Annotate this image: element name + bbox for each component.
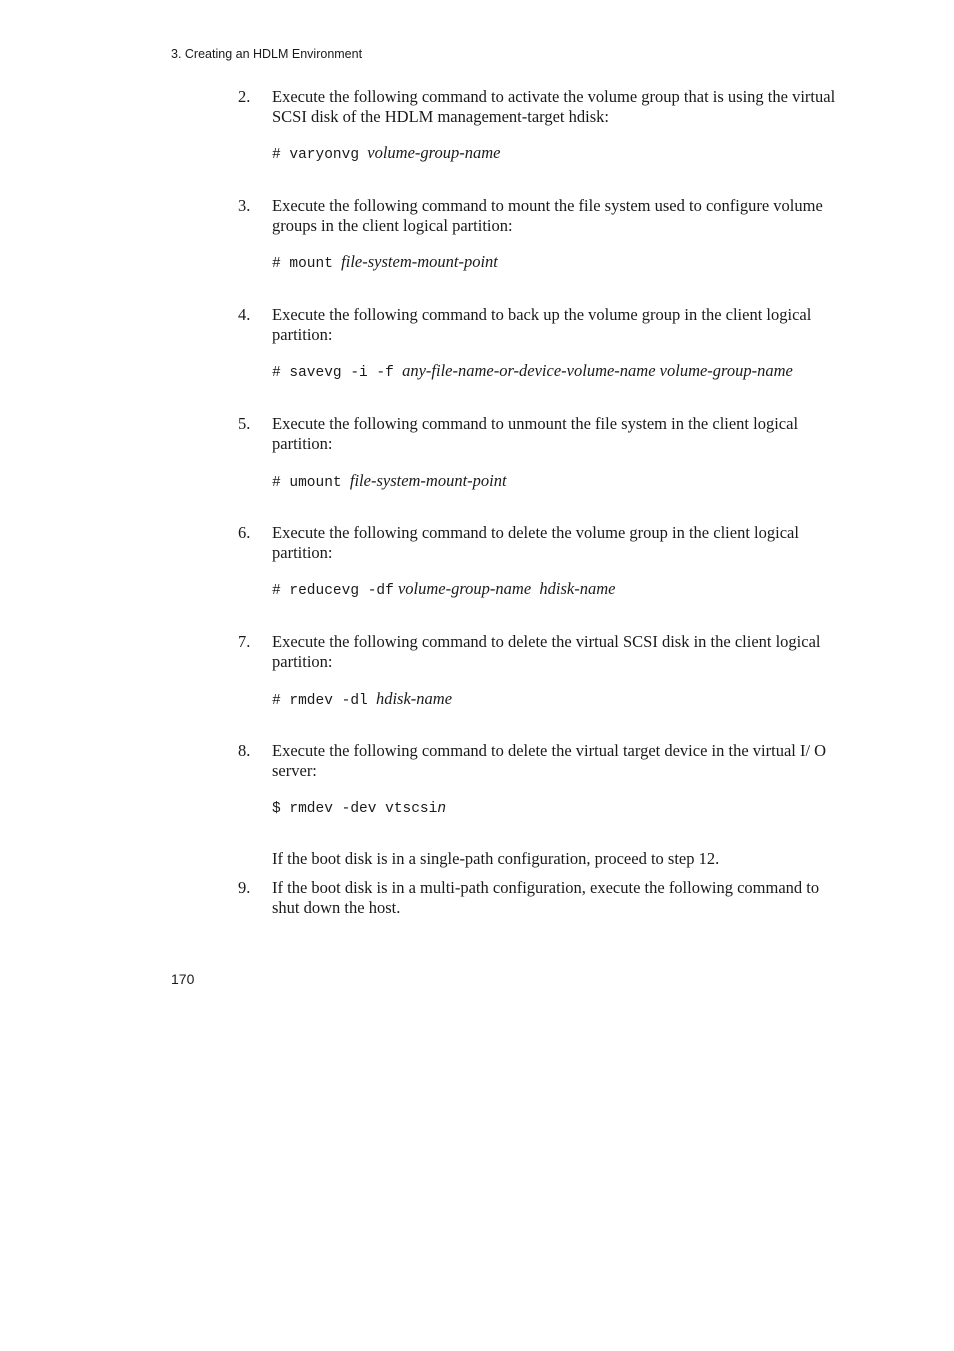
step-number: 3. (238, 196, 251, 215)
command-args: hdisk-name (375, 689, 453, 708)
command-line (272, 797, 446, 819)
step-number: 8. (238, 741, 251, 760)
command-prefix: # mount (272, 256, 333, 272)
command-prefix: $ rmdev -dev vtscsi (272, 801, 438, 817)
page-number: 170 (171, 971, 195, 987)
command-line (272, 361, 793, 383)
command-prefix: # reducevg -df (272, 583, 394, 599)
step-number: 6. (238, 523, 251, 542)
step-number: 7. (238, 632, 251, 651)
step-text: Execute the following command to mount the file system used to configure volume groups in the client logical partition: (272, 196, 823, 235)
command-args: volume-group-name hdisk-name (397, 579, 616, 598)
step-text: Execute the following command to delete the virtual target device in the virtual I/ O server: (272, 741, 827, 780)
command-line (272, 143, 500, 165)
command-prefix: # umount (272, 475, 342, 491)
step-number: 4. (238, 305, 251, 324)
step-number: 5. (238, 414, 251, 433)
command-line (272, 689, 452, 711)
step-text: Execute the following command to activate the volume group that is using the virtual SCSI disk of the HDLM management-target hdisk: (272, 87, 836, 126)
command-suffix: n (437, 801, 447, 817)
step-number: 2. (238, 87, 251, 106)
running-header: 3. Creating an HDLM Environment (171, 47, 363, 61)
command-args: volume-group-name (367, 143, 501, 162)
step-text: If the boot disk is in a multi-path configuration, execute the following command to shut down the host. (272, 878, 820, 917)
step-text: Execute the following command to delete the volume group in the client logical partition: (272, 523, 799, 562)
command-prefix: # rmdev -dl (272, 693, 368, 709)
command-prefix: # varyonvg (272, 147, 360, 163)
command-args: any-file-name-or-device-volume-name volume-group-name (402, 361, 793, 380)
step-note: If the boot disk is in a single-path configuration, proceed to step 12. (272, 849, 720, 868)
command-line (272, 471, 507, 493)
command-args: file-system-mount-point (349, 471, 507, 490)
command-line (272, 252, 498, 274)
step-number: 9. (238, 878, 251, 897)
step-text: Execute the following command to back up the volume group in the client logical partition: (272, 305, 812, 344)
command-prefix: # savevg -i -f (272, 365, 394, 381)
command-args: file-system-mount-point (341, 252, 498, 271)
step-text: Execute the following command to delete the virtual SCSI disk in the client logical partition: (272, 632, 821, 671)
command-line (272, 579, 615, 601)
step-text: Execute the following command to unmount the file system in the client logical partition: (272, 414, 799, 453)
